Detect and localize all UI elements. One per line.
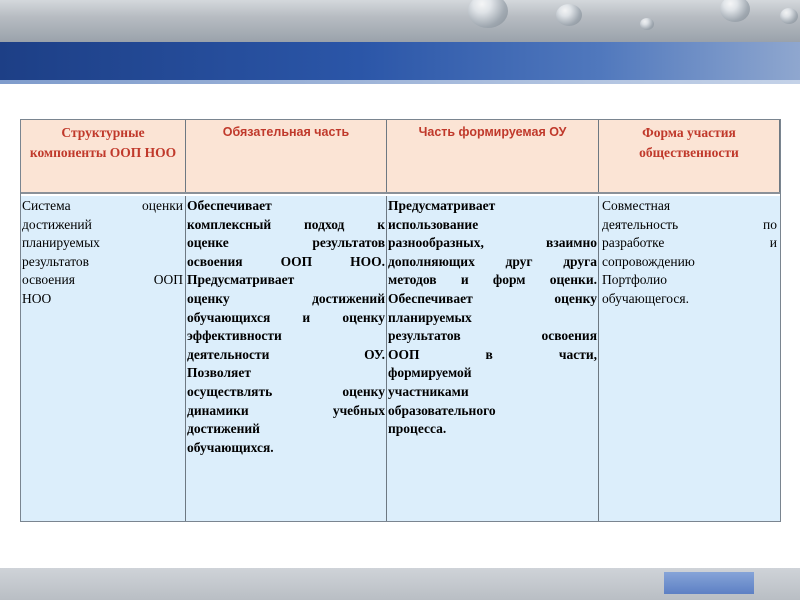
- cell-line: достижений: [22, 216, 92, 232]
- water-drop-decoration: [640, 18, 654, 30]
- table-cell: [599, 196, 780, 521]
- table-cell: [186, 196, 387, 521]
- footer-accent: [664, 572, 754, 594]
- cell-text: [387, 196, 598, 439]
- cell-line: обучающихся и оценку: [187, 309, 385, 325]
- cell-line: процесса.: [388, 421, 447, 437]
- cell-line: Позволяет: [187, 365, 251, 381]
- cell-line: сопровождению: [602, 253, 695, 269]
- table-row: [21, 196, 780, 521]
- cell-line: Обеспечивает: [187, 198, 272, 213]
- cell-line: осуществлять оценку: [187, 383, 385, 399]
- cell-line: Обеспечивает оценку: [388, 290, 597, 306]
- cell-line: использование: [388, 216, 479, 232]
- cell-line: обучающегося.: [602, 290, 689, 306]
- cell-line: Система оценки: [22, 198, 183, 213]
- cell-line: результатов освоения: [388, 328, 597, 344]
- components-table: [20, 119, 781, 522]
- cell-line: формируемой: [388, 365, 472, 381]
- header-text: Структурные компоненты ООП НОО: [29, 125, 177, 160]
- cell-line: эффективности: [187, 328, 282, 344]
- header-text: Часть формируемая ОУ: [418, 125, 567, 139]
- cell-line: оценке результатов: [187, 235, 385, 251]
- cell-line: достижений: [187, 421, 260, 437]
- cell-line: Портфолио: [602, 272, 668, 288]
- cell-line: методов и форм оценки.: [388, 272, 597, 288]
- cell-line: планируемых: [388, 309, 472, 325]
- table-cell: [387, 196, 599, 521]
- cell-line: освоения ООП НОО.: [187, 253, 385, 269]
- header-band: [0, 42, 800, 84]
- cell-text: [599, 196, 780, 309]
- header-cell: [186, 120, 387, 192]
- header-photo: [0, 0, 800, 42]
- cell-line: результатов: [22, 253, 90, 269]
- header-cell: [387, 120, 599, 192]
- cell-line: комплексный подход к: [187, 216, 385, 232]
- water-drop-decoration: [556, 4, 582, 26]
- cell-line: Предусматривает: [187, 272, 295, 288]
- cell-line: динамики учебных: [187, 402, 385, 418]
- water-drop-decoration: [468, 0, 508, 28]
- water-drop-decoration: [780, 8, 798, 24]
- cell-line: образовательного: [388, 402, 496, 418]
- table-header-row: [21, 120, 780, 194]
- cell-line: Совместная: [602, 198, 671, 213]
- cell-line: Предусматривает: [388, 198, 496, 213]
- header-text: Обязательная часть: [222, 125, 350, 139]
- cell-line: участниками: [388, 383, 469, 399]
- cell-line: дополняющих друг друга: [388, 253, 597, 269]
- cell-line: деятельность по: [602, 216, 777, 232]
- cell-line: разработке и: [602, 235, 777, 251]
- table-cell: [21, 196, 186, 521]
- cell-line: освоения ООП: [22, 272, 183, 288]
- header-cell: [21, 120, 186, 192]
- cell-line: планируемых: [22, 235, 100, 251]
- cell-line: обучающихся.: [187, 439, 274, 455]
- cell-text: [186, 196, 386, 457]
- cell-line: оценку достижений: [187, 290, 385, 306]
- header-cell: [599, 120, 780, 192]
- cell-text: [21, 196, 185, 309]
- header-text: Форма участия общественности: [639, 125, 739, 160]
- cell-line: разнообразных, взаимно: [388, 235, 597, 251]
- cell-line: ООП в части,: [388, 346, 597, 362]
- cell-line: деятельности ОУ.: [187, 346, 385, 362]
- water-drop-decoration: [720, 0, 750, 22]
- cell-line: НОО: [22, 290, 52, 306]
